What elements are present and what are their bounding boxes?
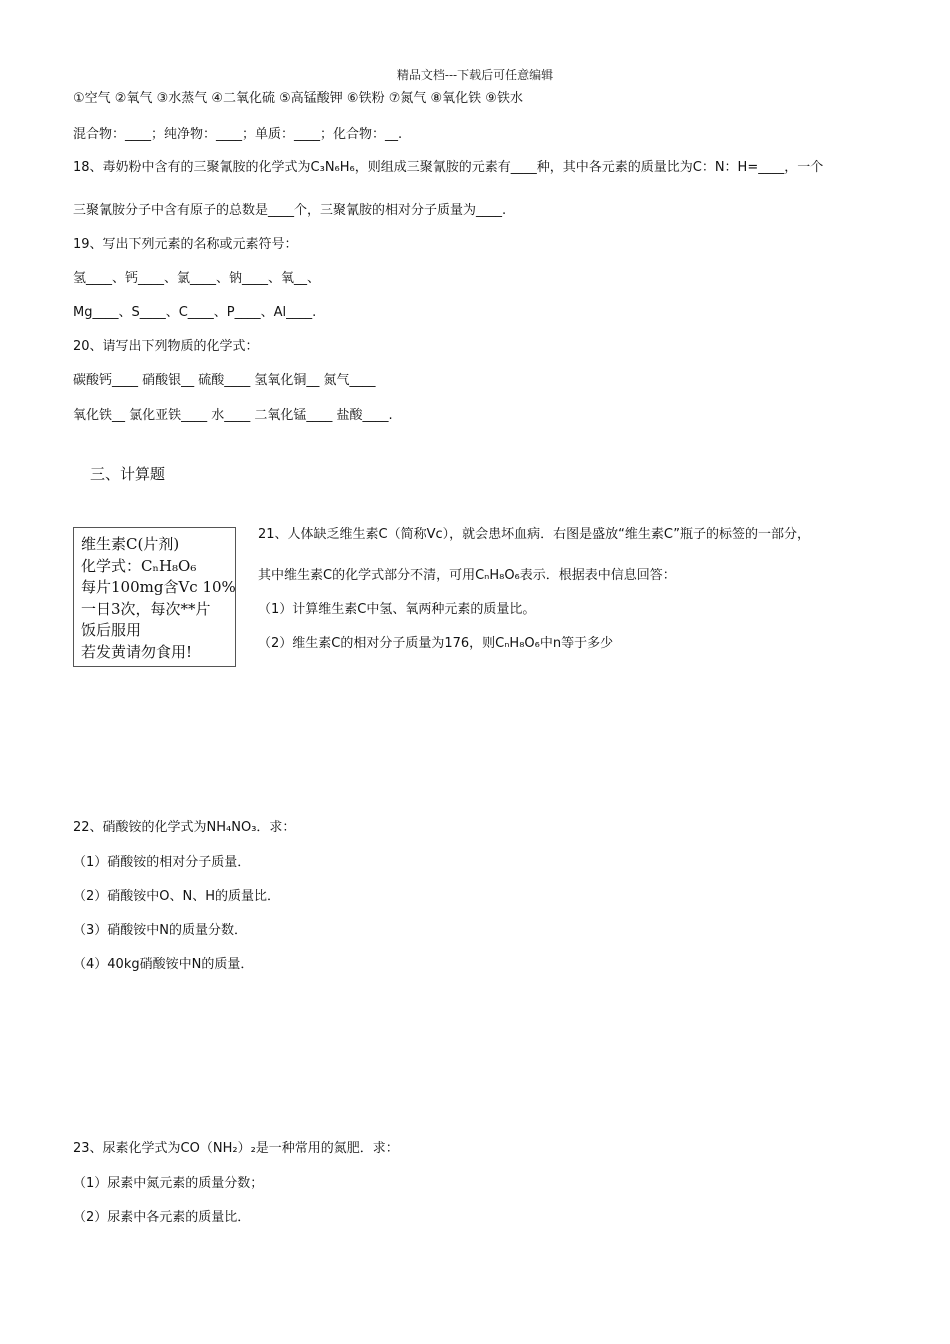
vc-label-line: 饭后服用 (81, 621, 142, 639)
q19-title: 19、写出下列元素的名称或元素符号： (73, 237, 298, 252)
vc-label-line: 维生素C(片剂) (81, 535, 180, 553)
q23-sub1: （1）尿素中氮元素的质量分数； (73, 1176, 264, 1191)
q23-title: 23、尿素化学式为CO（NH₂）₂是一种常用的氮肥．求： (73, 1141, 399, 1156)
q21-sub1: （1）计算维生素C中氢、氧两种元素的质量比。 (258, 602, 536, 617)
vitamin-c-label-image (73, 527, 236, 667)
q22-title: 22、硝酸铵的化学式为NH₄NO₃．求： (73, 820, 296, 835)
q20-line2: 氧化铁__ 氯化亚铁____ 水____ 二氧化锰____ 盐酸____. (73, 408, 393, 423)
vc-label-line: 每片100mg含Vc 10% (81, 578, 236, 596)
q20-title: 20、请写出下列物质的化学式： (73, 339, 259, 354)
q23-sub2: （2）尿素中各元素的质量比． (73, 1210, 251, 1225)
q22-sub2: （2）硝酸铵中O、N、H的质量比． (73, 889, 281, 904)
q21-line1: 21、人体缺乏维生素C（简称Vc），就会患坏血病．右图是盛放“维生素C”瓶子的标签的一部分， (258, 527, 810, 542)
q19-line2: Mg____、S____、C____、P____、Al____. (73, 305, 317, 320)
vc-label-line: 化学式：CₙH₈O₆ (81, 556, 197, 575)
q18-line1: 18、毒奶粉中含有的三聚氰胺的化学式为C₃N₆H₆，则组成三聚氰胺的元素有____种，其中各元素的质量比为C：N：H=____，一个 (73, 160, 824, 175)
q22-sub4: （4）40kg硝酸铵中N的质量． (73, 957, 254, 972)
section-title-calculation: 三、计算题 (90, 465, 166, 483)
q22-sub1: （1）硝酸铵的相对分子质量． (73, 855, 251, 870)
vc-label-line: 若发黄请勿食用! (81, 642, 193, 661)
q17-blanks: 混合物：____；纯净物：____；单质：____；化合物：__. (73, 127, 403, 142)
q20-line1: 碳酸钙____ 硝酸银__ 硫酸____ 氢氧化铜__ 氮气____ (73, 373, 376, 388)
q22-sub3: （3）硝酸铵中N的质量分数． (73, 923, 247, 938)
header-watermark: 精品文档---下载后可任意编辑 (396, 68, 554, 82)
q19-line1: 氢____、钙____、氯____、钠____、氧__、 (73, 271, 321, 286)
q18-line2: 三聚氰胺分子中含有原子的总数是____个，三聚氰胺的相对分子质量为____. (73, 203, 507, 218)
q21-sub2: （2）维生素C的相对分子质量为176，则CₙH₈O₆中n等于多少 (258, 636, 614, 651)
q17-items: ①空气 ②氧气 ③水蒸气 ④二氧化硫 ⑤高锰酸钾 ⑥铁粉 ⑦氮气 ⑧氧化铁 ⑨铁水 (73, 91, 523, 106)
q21-line2: 其中维生素C的化学式部分不清，可用CₙH₈O₆表示．根据表中信息回答： (258, 568, 676, 583)
vc-label-line: 一日3次，每次**片 (81, 599, 211, 618)
